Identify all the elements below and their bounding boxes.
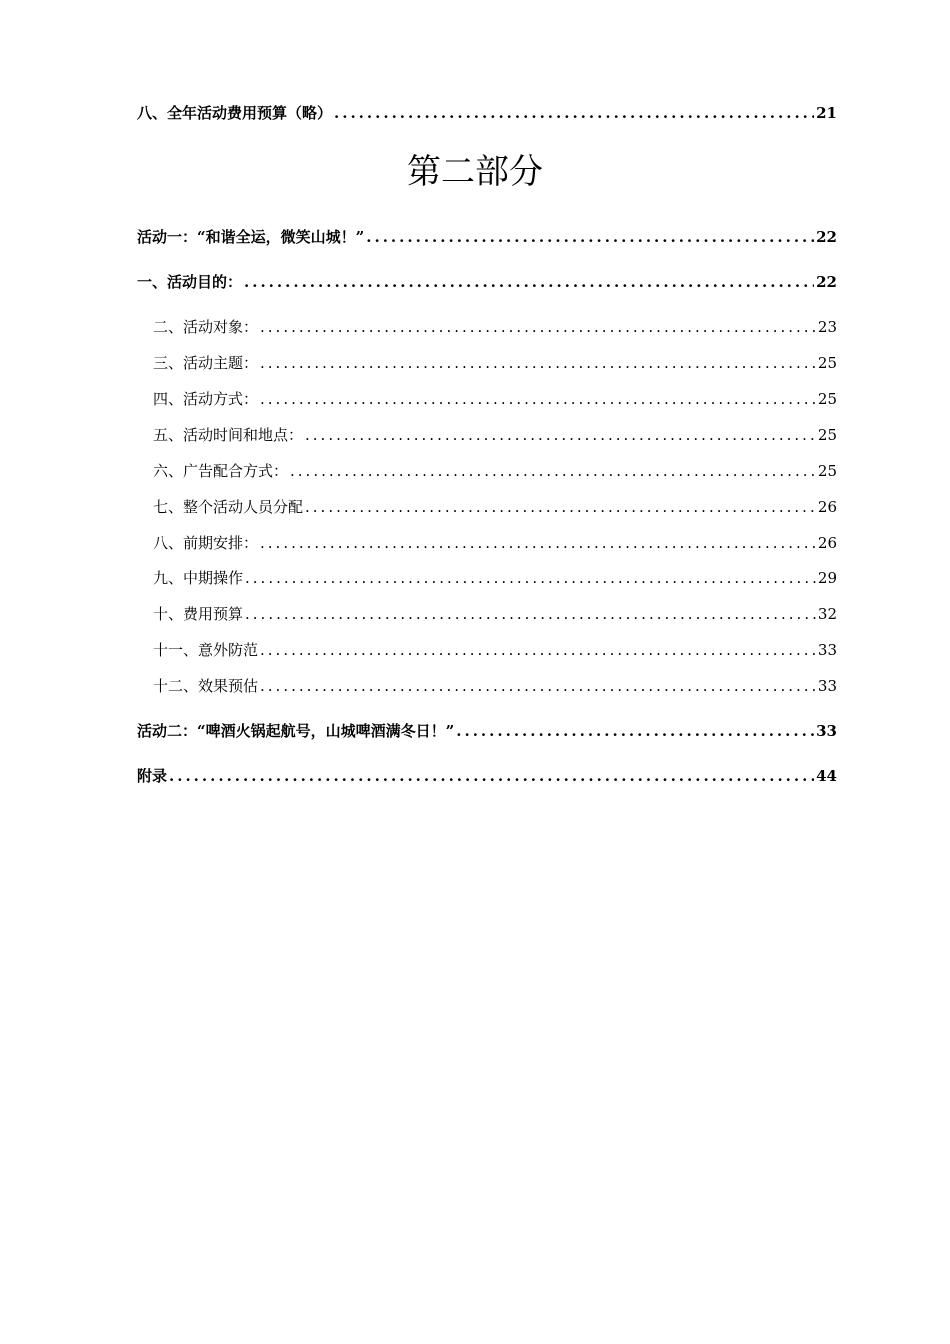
toc-entry-annual-budget bbox=[137, 102, 837, 124]
toc-entry-audience bbox=[153, 316, 837, 338]
toc-entry-mid-operation bbox=[153, 567, 837, 589]
toc-entry-page: 33 bbox=[816, 722, 837, 740]
toc-entry-time-place bbox=[153, 424, 837, 446]
toc-leader-dots bbox=[334, 102, 814, 124]
toc-entry-page: 25 bbox=[817, 390, 837, 408]
toc-entry-method bbox=[153, 388, 837, 410]
toc-entry-budget bbox=[153, 603, 837, 625]
toc-entry-early-plan bbox=[153, 532, 837, 554]
toc-entry-title: 六、广告配合方式： bbox=[153, 462, 289, 480]
toc-entry-staffing bbox=[153, 496, 837, 518]
toc-entry-title: 一、活动目的： bbox=[137, 273, 243, 291]
toc-entry-title: 活动一：“和谐全运，微笑山城！” bbox=[137, 228, 365, 246]
toc-entry-page: 25 bbox=[817, 462, 837, 480]
toc-leader-dots bbox=[305, 496, 816, 518]
toc-leader-dots bbox=[366, 226, 814, 248]
toc-entry-page: 22 bbox=[816, 228, 837, 246]
toc-leader-dots bbox=[260, 532, 816, 554]
toc-entry-theme bbox=[153, 352, 837, 374]
toc-leader-dots bbox=[245, 603, 816, 625]
toc-entry-page: 44 bbox=[816, 767, 837, 785]
toc-leader-dots bbox=[260, 316, 816, 338]
toc-entry-title: 七、整个活动人员分配 bbox=[153, 498, 304, 516]
toc-entry-page: 32 bbox=[817, 605, 837, 623]
toc-leader-dots bbox=[245, 567, 816, 589]
toc-entry-page: 22 bbox=[816, 273, 837, 291]
toc-entry-title: 八、前期安排： bbox=[153, 534, 259, 552]
toc-entry-contingency bbox=[153, 639, 837, 661]
toc-entry-advertising bbox=[153, 460, 837, 482]
toc-entry-page: 29 bbox=[817, 569, 837, 587]
toc-entry-activity-two bbox=[137, 720, 837, 742]
toc-entry-title: 十、费用预算 bbox=[153, 605, 244, 623]
toc-entry-page: 23 bbox=[817, 318, 837, 336]
toc-entry-title: 五、活动时间和地点： bbox=[153, 426, 304, 444]
toc-entry-title: 活动二：“啤酒火锅起航号，山城啤酒满冬日！” bbox=[137, 722, 455, 740]
toc-entry-page: 26 bbox=[817, 534, 837, 552]
toc-leader-dots bbox=[456, 720, 814, 742]
toc-leader-dots bbox=[260, 675, 816, 697]
toc-entry-title: 九、中期操作 bbox=[153, 569, 244, 587]
toc-leader-dots bbox=[244, 271, 814, 293]
toc-entry-page: 33 bbox=[817, 641, 837, 659]
toc-leader-dots bbox=[169, 765, 814, 787]
toc-entry-title: 三、活动主题： bbox=[153, 354, 259, 372]
toc-entry-title: 八、全年活动费用预算（略） bbox=[137, 104, 333, 122]
toc-leader-dots bbox=[260, 352, 816, 374]
toc-entry-title: 四、活动方式： bbox=[153, 390, 259, 408]
toc-entry-effect-estimate bbox=[153, 675, 837, 697]
toc-entry-page: 25 bbox=[817, 354, 837, 372]
toc-entry-page: 21 bbox=[816, 104, 837, 122]
toc-entry-title: 附录 bbox=[137, 767, 168, 785]
toc-entry-title: 十二、效果预估 bbox=[153, 677, 259, 695]
toc-leader-dots bbox=[260, 639, 816, 661]
toc-entry-purpose bbox=[137, 271, 837, 293]
part-heading: 第二部分 bbox=[407, 152, 543, 192]
toc-leader-dots bbox=[290, 460, 816, 482]
toc-entry-title: 十一、意外防范 bbox=[153, 641, 259, 659]
toc-entry-appendix bbox=[137, 765, 837, 787]
toc-entry-activity-one bbox=[137, 226, 837, 248]
toc-leader-dots bbox=[260, 388, 816, 410]
toc-leader-dots bbox=[305, 424, 816, 446]
toc-entry-title: 二、活动对象： bbox=[153, 318, 259, 336]
toc-entry-page: 26 bbox=[817, 498, 837, 516]
toc-entry-page: 25 bbox=[817, 426, 837, 444]
toc-entry-page: 33 bbox=[817, 677, 837, 695]
